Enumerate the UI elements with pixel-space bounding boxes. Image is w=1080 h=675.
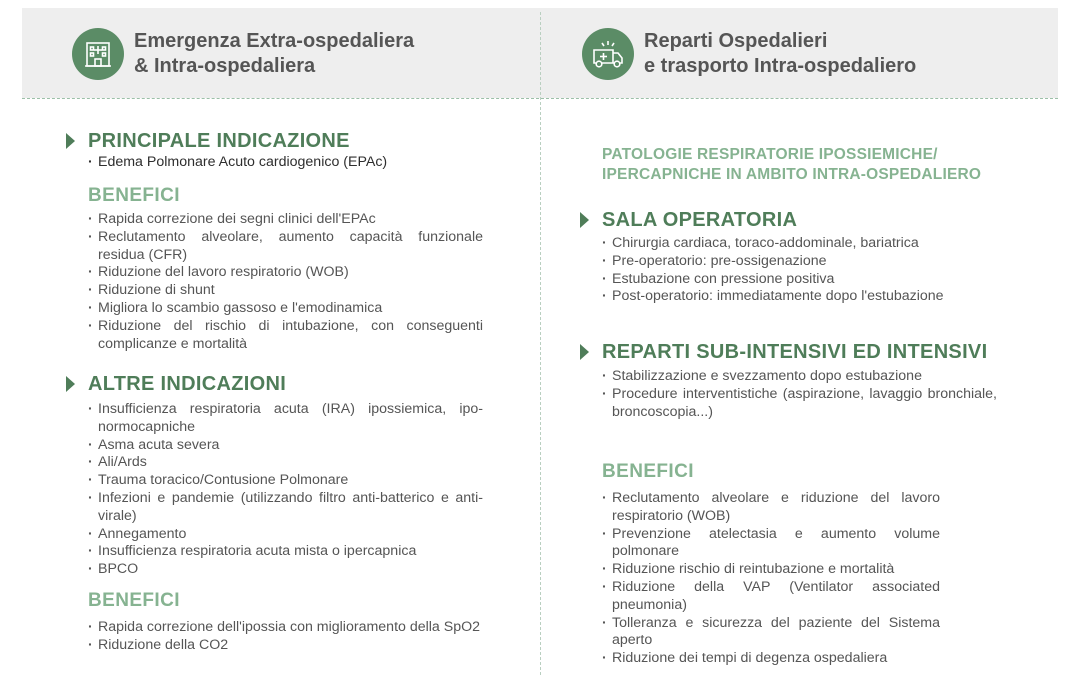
- benefici-heading-1: BENEFICI: [88, 185, 180, 206]
- list-item: · Estubazione con pressione positiva: [602, 271, 1002, 289]
- left-title-line1: Emergenza Extra-ospedaliera: [134, 30, 415, 52]
- list-item: · Riduzione rischio di reintubazione e mortalità: [602, 561, 940, 579]
- list-item: · Riduzione del rischio di intubazione, con conseguenti complicanze e mortalità: [88, 318, 483, 354]
- triangle-bullet-icon: [580, 212, 589, 228]
- list-item: · Migliora lo scambio gassoso e l'emodinamica: [88, 300, 483, 318]
- list-item: · Tolleranza e sicurezza del paziente del Sistema aperto: [602, 615, 940, 651]
- list-item: · Insufficienza respiratoria acuta mista o ipercapnica: [88, 543, 483, 561]
- list-item: · Riduzione dei tempi di degenza ospedaliera: [602, 650, 940, 668]
- list-item: · Procedure interventistiche (aspirazione, lavaggio bronchiale, broncoscopia...): [602, 386, 997, 422]
- list-item: · Infezioni e pandemie (utilizzando filtro anti-batterico e anti-virale): [88, 490, 483, 526]
- list-item: · BPCO: [88, 561, 483, 579]
- triangle-bullet-icon: [580, 344, 589, 360]
- benefici-heading-2: BENEFICI: [88, 590, 180, 611]
- list-item: · Chirurgia cardiaca, toraco-addominale, bariatrica: [602, 235, 1002, 253]
- list-item: · Riduzione della CO2: [88, 637, 483, 655]
- list-item: · Trauma toracico/Contusione Polmonare: [88, 472, 483, 490]
- triangle-bullet-icon: [66, 376, 75, 392]
- altre-indicazioni-list: [88, 401, 483, 579]
- reparti-list: [602, 368, 997, 421]
- list-item: · Riduzione di shunt: [88, 282, 483, 300]
- list-item: · Annegamento: [88, 526, 483, 544]
- left-title-line2: & Intra-ospedaliera: [134, 55, 316, 77]
- ambulance-icon: [582, 28, 634, 80]
- list-item: · Prevenzione atelectasia e aumento volume polmonare: [602, 526, 940, 562]
- benefici-heading-right: BENEFICI: [602, 461, 694, 482]
- left-header-title: [134, 29, 414, 79]
- list-item: · Pre-operatorio: pre-ossigenazione: [602, 253, 1002, 271]
- list-item: · Post-operatorio: immediatamente dopo l'estubazione: [602, 288, 1002, 306]
- patologie-subheading: PATOLOGIE RESPIRATORIE IPOSSIEMICHE/ IPERCAPNICHE IN AMBITO INTRA-OSPEDALIERO: [602, 146, 982, 183]
- principale-indicazione-list: [88, 154, 483, 172]
- benefici-list-right: [602, 490, 940, 668]
- benefici-list-1: [88, 211, 483, 353]
- list-item: · Rapida correzione dei segni clinici dell'EPAc: [88, 211, 483, 229]
- list-item: · Ali/Ards: [88, 454, 483, 472]
- sala-operatoria-list: [602, 235, 1002, 306]
- right-header-title: [644, 29, 916, 79]
- right-title-line1: Reparti Ospedalieri: [644, 30, 828, 52]
- list-item: · Insufficienza respiratoria acuta (IRA) ipossiemica, ipo-normocapniche: [88, 401, 483, 437]
- principale-indicazione-heading: PRINCIPALE INDICAZIONE: [88, 130, 350, 153]
- list-item: · Reclutamento alveolare, aumento capacità funzionale residua (CFR): [88, 229, 483, 265]
- reparti-heading: REPARTI SUB-INTENSIVI ED INTENSIVI: [602, 341, 987, 364]
- list-item: · Asma acuta severa: [88, 437, 483, 455]
- triangle-bullet-icon: [66, 133, 75, 149]
- list-item: · Stabilizzazione e svezzamento dopo estubazione: [602, 368, 997, 386]
- sala-operatoria-heading: SALA OPERATORIA: [602, 209, 797, 232]
- benefici-list-2: [88, 619, 483, 655]
- list-item: · Rapida correzione dell'ipossia con miglioramento della SpO2: [88, 619, 483, 637]
- column-divider: [540, 12, 541, 675]
- list-item: · Riduzione del lavoro respiratorio (WOB): [88, 264, 483, 282]
- list-item: · Riduzione della VAP (Ventilator associated pneumonia): [602, 579, 940, 615]
- list-item: · Edema Polmonare Acuto cardiogenico (EPAc): [88, 154, 483, 172]
- hospital-building-icon: [72, 28, 124, 80]
- altre-indicazioni-heading: ALTRE INDICAZIONI: [88, 373, 286, 396]
- right-title-line2: e trasporto Intra-ospedaliero: [644, 55, 917, 77]
- list-item: · Reclutamento alveolare e riduzione del lavoro respiratorio (WOB): [602, 490, 940, 526]
